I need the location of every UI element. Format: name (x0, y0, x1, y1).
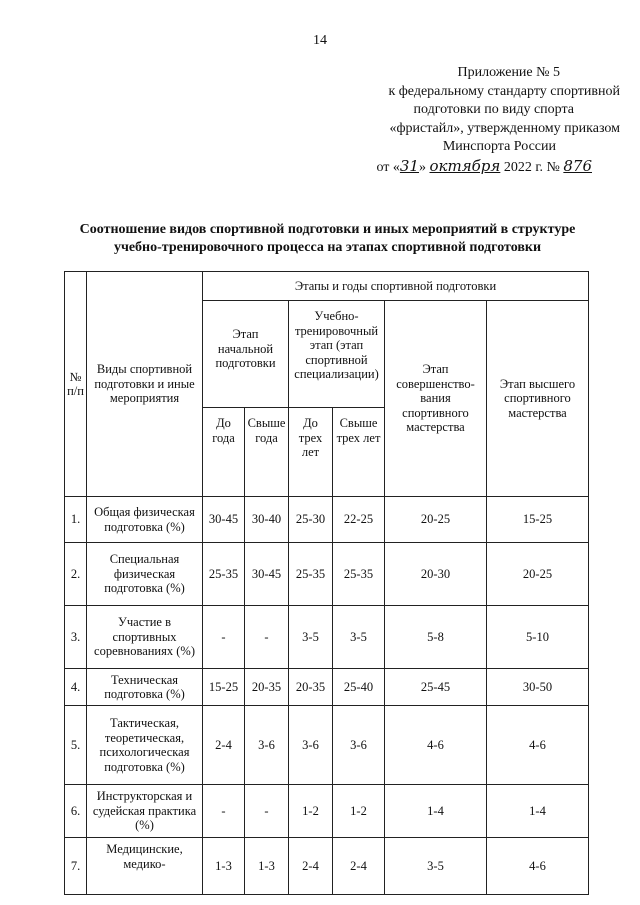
table-row (65, 785, 589, 838)
cell: - (203, 606, 245, 669)
cell: 25-45 (385, 669, 487, 706)
header-row-1 (65, 272, 589, 301)
cell: 25-35 (289, 543, 333, 606)
header-stage-improvement: Этап совершенство-вания спортивного мастерства (385, 301, 487, 497)
cell: 25-35 (333, 543, 385, 606)
document-title (40, 221, 615, 257)
cell: 25-35 (203, 543, 245, 606)
cell: 1-4 (487, 785, 589, 838)
table-row (65, 838, 589, 895)
cell: 15-25 (203, 669, 245, 706)
cell: - (203, 785, 245, 838)
appendix-title: Приложение № 5 (457, 65, 560, 80)
cell: 2-4 (289, 838, 333, 895)
cell: 3-5 (333, 606, 385, 669)
cell: 1-3 (245, 838, 289, 895)
row-type: Инструкторская и судейская практика (%) (87, 785, 203, 838)
cell: 4-6 (385, 706, 487, 785)
cell: 3-6 (289, 706, 333, 785)
cell: 20-30 (385, 543, 487, 606)
row-num: 3. (65, 606, 87, 669)
table-row (65, 706, 589, 785)
header-upto-year: До года (203, 408, 245, 497)
order-number: 876 (563, 156, 592, 175)
date-prefix: от « (376, 159, 400, 175)
cell: 3-6 (245, 706, 289, 785)
cell: 2-4 (203, 706, 245, 785)
title-line-2: учебно-тренировочного процесса на этапах спортивной подготовки (113, 240, 542, 255)
cell: 22-25 (333, 497, 385, 543)
table-row (65, 497, 589, 543)
header-stage-training: Учебно-тренировочный этап (этап спортивной специализации) (289, 301, 385, 408)
cell: 25-40 (333, 669, 385, 706)
cell: 20-25 (487, 543, 589, 606)
cell: 4-6 (487, 706, 589, 785)
row-num: 1. (65, 497, 87, 543)
row-type: Тактическая, теоретическая, психологическая подготовка (%) (87, 706, 203, 785)
table-row (65, 543, 589, 606)
row-num: 2. (65, 543, 87, 606)
date-day: 31 (399, 156, 419, 175)
header-num: № п/п (65, 272, 87, 497)
cell: 5-10 (487, 606, 589, 669)
header-stage-initial: Этап начальной подготовки (203, 301, 289, 408)
cell: 1-2 (289, 785, 333, 838)
date-mid: » (418, 159, 426, 175)
date-year: 2022 г. № (503, 159, 560, 175)
appendix-line: к федеральному стандарту спортивной (388, 83, 620, 99)
cell: - (245, 785, 289, 838)
cell: 25-30 (289, 497, 333, 543)
header-over-year: Свыше года (245, 408, 289, 497)
row-num: 5. (65, 706, 87, 785)
header-stages: Этапы и годы спортивной подготовки (203, 272, 589, 301)
cell: 30-45 (203, 497, 245, 543)
cell: 1-3 (203, 838, 245, 895)
cell: 2-4 (333, 838, 385, 895)
cell: 5-8 (385, 606, 487, 669)
cell: 1-2 (333, 785, 385, 838)
cell: 3-6 (333, 706, 385, 785)
header-stage-highest: Этап высшего спортивного мастерства (487, 301, 589, 497)
appendix-date-line (330, 157, 620, 178)
cell: 20-35 (245, 669, 289, 706)
cell: 30-45 (245, 543, 289, 606)
cell: 4-6 (487, 838, 589, 895)
table-row (65, 669, 589, 706)
row-type: Участие в спортивных соревнованиях (%) (87, 606, 203, 669)
cell: 20-25 (385, 497, 487, 543)
appendix-line: Минспорта России (442, 139, 556, 154)
row-num: 6. (65, 785, 87, 838)
date-month: октября (429, 156, 501, 175)
cell: 30-40 (245, 497, 289, 543)
appendix-line: подготовки по виду спорта (413, 102, 574, 117)
training-ratio-table (64, 271, 589, 895)
appendix-line: «фристайл», утвержденному приказом (389, 120, 620, 136)
cell: - (245, 606, 289, 669)
appendix-block (330, 64, 620, 177)
cell: 3-5 (289, 606, 333, 669)
row-num: 7. (65, 838, 87, 895)
cell: 15-25 (487, 497, 589, 543)
cell: 20-35 (289, 669, 333, 706)
page-number: 14 (313, 33, 327, 48)
row-num: 4. (65, 669, 87, 706)
header-over-three: Свыше трех лет (333, 408, 385, 497)
row-type: Медицинские, медико- (87, 838, 203, 895)
cell: 3-5 (385, 838, 487, 895)
row-type: Специальная физическая подготовка (%) (87, 543, 203, 606)
title-line-1: Соотношение видов спортивной подготовки и иных мероприятий в структуре (79, 222, 576, 237)
cell: 30-50 (487, 669, 589, 706)
row-type: Техническая подготовка (%) (87, 669, 203, 706)
header-type: Виды спортивной подготовки и иные мероприятия (87, 272, 203, 497)
row-type: Общая физическая подготовка (%) (87, 497, 203, 543)
header-upto-three: До трех лет (289, 408, 333, 497)
cell: 1-4 (385, 785, 487, 838)
table-row (65, 606, 589, 669)
